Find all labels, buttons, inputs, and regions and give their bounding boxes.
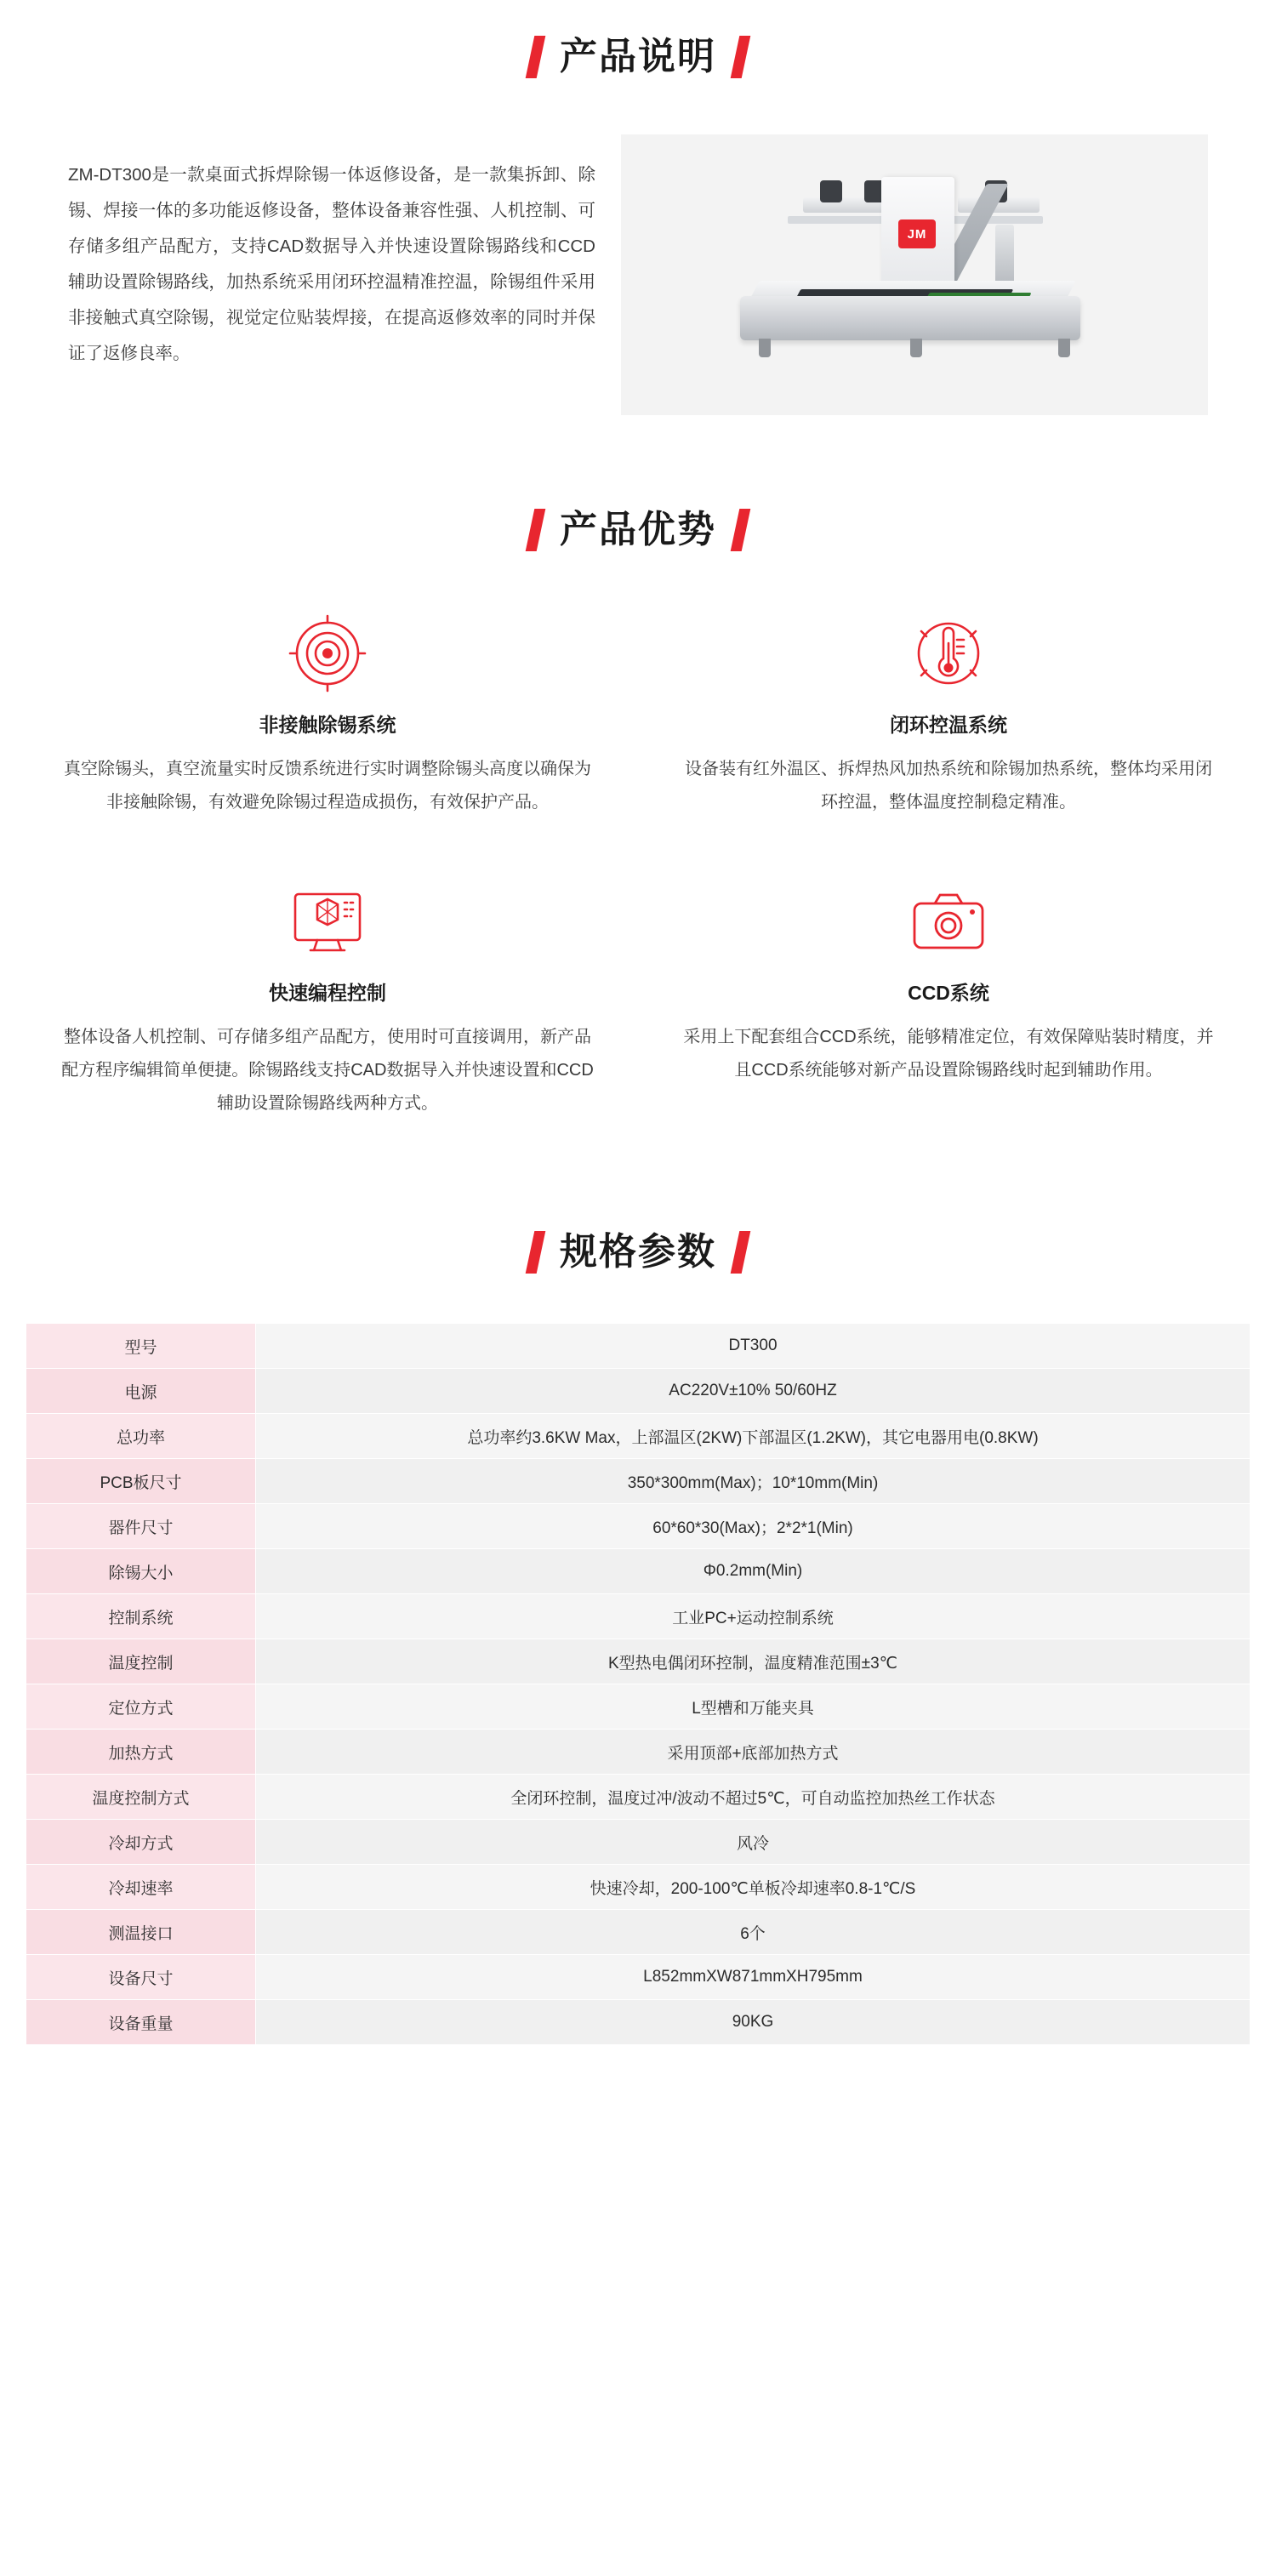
product-photo xyxy=(621,134,1208,415)
table-row xyxy=(26,1684,1250,1730)
table-row xyxy=(26,2000,1250,2045)
spec-key: 冷却速率 xyxy=(26,1865,256,1910)
product-detail-page xyxy=(0,36,1276,2096)
spec-key: 电源 xyxy=(26,1369,256,1414)
advantage-item xyxy=(17,613,638,819)
table-row xyxy=(26,1369,1250,1414)
table-row xyxy=(26,1730,1250,1775)
table-row xyxy=(26,1775,1250,1820)
thermometer-icon xyxy=(679,613,1218,694)
table-row xyxy=(26,1910,1250,1955)
advantage-item xyxy=(17,881,638,1120)
advantage-desc: 整体设备人机控制、可存储多组产品配方，使用时可直接调用，新产品配方程序编辑简单便捷。除锡路线支持CAD数据导入并快速设置和CCD辅助设置除锡路线两种方式。 xyxy=(61,1028,594,1113)
advantage-title: CCD系统 xyxy=(908,982,989,1004)
machine-foot-3 xyxy=(1058,339,1070,357)
camera-icon xyxy=(679,881,1218,962)
spec-key: 控制系统 xyxy=(26,1594,256,1639)
advantage-title: 快速编程控制 xyxy=(269,982,386,1004)
heading-accent-bar-left xyxy=(526,1231,546,1274)
spec-value: 6个 xyxy=(256,1910,1250,1955)
spec-value: 总功率约3.6KW Max，上部温区(2KW)下部温区(1.2KW)，其它电器用电(0.8KW) xyxy=(256,1414,1250,1459)
advantage-desc: 设备装有红外温区、拆焊热风加热系统和除锡加热系统，整体均采用闭环控温，整体温度控制稳定精准。 xyxy=(685,760,1212,812)
spec-section xyxy=(0,1231,1276,2045)
advantage-desc: 采用上下配套组合CCD系统，能够精准定位，有效保障贴装时精度，并且CCD系统能够对新产品设置除锡路线时起到辅助作用。 xyxy=(683,1028,1214,1080)
section-title: 产品优势 xyxy=(560,509,716,550)
heading-accent-bar-left xyxy=(526,509,546,551)
section-heading-product-desc xyxy=(0,36,1276,78)
machine-motor-1 xyxy=(820,180,842,202)
table-row xyxy=(26,1549,1250,1594)
spec-key: 测温接口 xyxy=(26,1910,256,1955)
spiral-nozzle-icon xyxy=(58,613,597,694)
table-row xyxy=(26,1865,1250,1910)
spec-value: K型热电偶闭环控制，温度精准范围±3℃ xyxy=(256,1639,1250,1684)
machine-illustration xyxy=(715,168,1114,381)
spec-key: 除锡大小 xyxy=(26,1549,256,1594)
heading-accent-bar-right xyxy=(731,36,751,78)
spec-key: 设备重量 xyxy=(26,2000,256,2045)
spec-key: 冷却方式 xyxy=(26,1820,256,1865)
spec-value: DT300 xyxy=(256,1324,1250,1369)
spec-value: 工业PC+运动控制系统 xyxy=(256,1594,1250,1639)
heading-accent-bar-right xyxy=(731,509,751,551)
product-desc-paragraph: ZM-DT300是一款桌面式拆焊除锡一体返修设备，是一款集拆卸、除锡、焊接一体的多功能返修设备，整体设备兼容性强、人机控制、可存储多组产品配方，支持CAD数据导入并快速设置除锡路线和CCD辅助设置除锡路线，加热系统采用闭环控温精准控温，除锡组件采用非接触式真空除锡，视觉定位贴装焊接，在提高返修效率的同时并保证了返修良率。 xyxy=(68,164,595,363)
spec-key: 设备尺寸 xyxy=(26,1955,256,2000)
section-title: 规格参数 xyxy=(560,1231,716,1273)
spec-key: 温度控制方式 xyxy=(26,1775,256,1820)
spec-key: PCB板尺寸 xyxy=(26,1459,256,1504)
machine-head xyxy=(995,225,1014,284)
section-title: 产品说明 xyxy=(560,36,716,77)
product-advantage-section xyxy=(0,509,1276,1120)
spec-value: 全闭环控制，温度过冲/波动不超过5℃，可自动监控加热丝工作状态 xyxy=(256,1775,1250,1820)
section-heading-spec xyxy=(0,1231,1276,1274)
advantage-title: 闭环控温系统 xyxy=(890,714,1007,736)
spec-value: 350*300mm(Max)；10*10mm(Min) xyxy=(256,1459,1250,1504)
product-desc-section xyxy=(0,36,1276,415)
spec-key: 温度控制 xyxy=(26,1639,256,1684)
spec-key: 器件尺寸 xyxy=(26,1504,256,1549)
spec-table xyxy=(26,1323,1250,2045)
brand-logo xyxy=(898,219,936,248)
spec-value: L852mmXW871mmXH795mm xyxy=(256,1955,1250,2000)
monitor-program-icon xyxy=(58,881,597,962)
table-row xyxy=(26,1324,1250,1369)
spec-table-body xyxy=(26,1324,1250,2045)
table-row xyxy=(26,1414,1250,1459)
machine-foot-2 xyxy=(910,339,922,357)
table-row xyxy=(26,1955,1250,2000)
spec-key: 总功率 xyxy=(26,1414,256,1459)
advantage-grid xyxy=(0,613,1276,1120)
spec-value: L型槽和万能夹具 xyxy=(256,1684,1250,1730)
spec-value: 风冷 xyxy=(256,1820,1250,1865)
spec-value: 90KG xyxy=(256,2000,1250,2045)
spec-key: 定位方式 xyxy=(26,1684,256,1730)
section-heading-product-adv xyxy=(0,509,1276,551)
table-row xyxy=(26,1639,1250,1684)
spec-value: 采用顶部+底部加热方式 xyxy=(256,1730,1250,1775)
spec-key: 型号 xyxy=(26,1324,256,1369)
table-row xyxy=(26,1594,1250,1639)
spec-value: 60*60*30(Max)；2*2*1(Min) xyxy=(256,1504,1250,1549)
advantage-item xyxy=(638,881,1259,1120)
spec-value: AC220V±10% 50/60HZ xyxy=(256,1369,1250,1414)
table-row xyxy=(26,1820,1250,1865)
advantage-item xyxy=(638,613,1259,819)
heading-accent-bar-left xyxy=(526,36,546,78)
spec-key: 加热方式 xyxy=(26,1730,256,1775)
heading-accent-bar-right xyxy=(731,1231,751,1274)
table-row xyxy=(26,1504,1250,1549)
machine-foot-1 xyxy=(759,339,771,357)
spec-value: 快速冷却，200-100℃单板冷却速率0.8-1℃/S xyxy=(256,1865,1250,1910)
advantage-title: 非接触除锡系统 xyxy=(259,714,396,736)
advantage-desc: 真空除锡头，真空流量实时反馈系统进行实时调整除锡头高度以确保为非接触除锡，有效避免除锡过程造成损伤，有效保护产品。 xyxy=(64,760,591,812)
product-desc-content xyxy=(0,134,1276,415)
machine-base xyxy=(740,296,1080,340)
spec-value: Φ0.2mm(Min) xyxy=(256,1549,1250,1594)
table-row xyxy=(26,1459,1250,1504)
